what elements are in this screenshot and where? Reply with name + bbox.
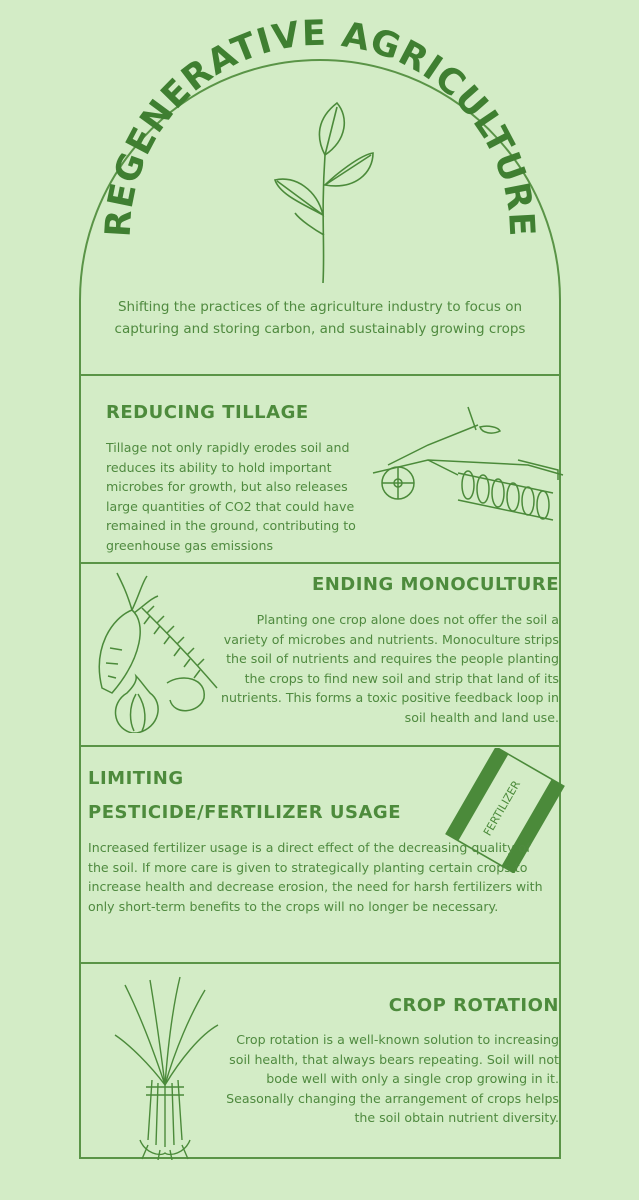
section-heading-reducing-tillage: REDUCING TILLAGE	[106, 402, 309, 423]
section-heading-ending-monoculture: ENDING MONOCULTURE	[311, 574, 559, 595]
fertilizer-bag-label: FERTILIZER	[480, 778, 523, 839]
section-heading-pesticide-fertilizer: PESTICIDE/FERTILIZER USAGE	[88, 802, 401, 823]
section-heading-crop-rotation: CROP ROTATION	[388, 995, 559, 1016]
leek-bundle-icon	[110, 975, 220, 1160]
page-title: REGENERATIVE AGRICULTURE	[98, 13, 542, 239]
subtitle: Shifting the practices of the agriculture industry to focus on capturing and storing carbon, and sustainably growing crops	[114, 299, 526, 337]
section-body-ending-monoculture: Planting one crop alone does not offer the soil a variety of microbes and nutrients. Monoculture strips the soil of nutrients and requires the people planting the crops to find new soil and strip that land of its nutrients. This forms a toxic positive feedback loop in soil health and land use.	[221, 612, 559, 725]
section-heading-limiting: LIMITING	[88, 768, 184, 789]
vegetables-icon	[92, 568, 227, 733]
tiller-machine-icon	[368, 405, 568, 525]
section-body-crop-rotation: Crop rotation is a well-known solution to increasing soil health, that always bears repeating. Soil will not bode well with only a single crop growing in it. Seasonally changing the arrangement of crops helps the soil obtain nutrient diversity.	[226, 1032, 559, 1125]
section-body-reducing-tillage: Tillage not only rapidly erodes soil and reduces its ability to hold important microbes for growth, but also releases large quantities of CO2 that could have remained in the ground, contributing to greenhouse gas emissions	[106, 440, 356, 553]
section-body-fertilizer: Increased fertilizer usage is a direct effect of the decreasing quality of the soil. If more care is given to strategically planting certain crops to increase health and decrease erosion, the need for harsh fertilizers with only short-term benefits to the crops will no longer be necessary.	[88, 840, 543, 914]
leaf-sprig-icon	[265, 95, 385, 285]
